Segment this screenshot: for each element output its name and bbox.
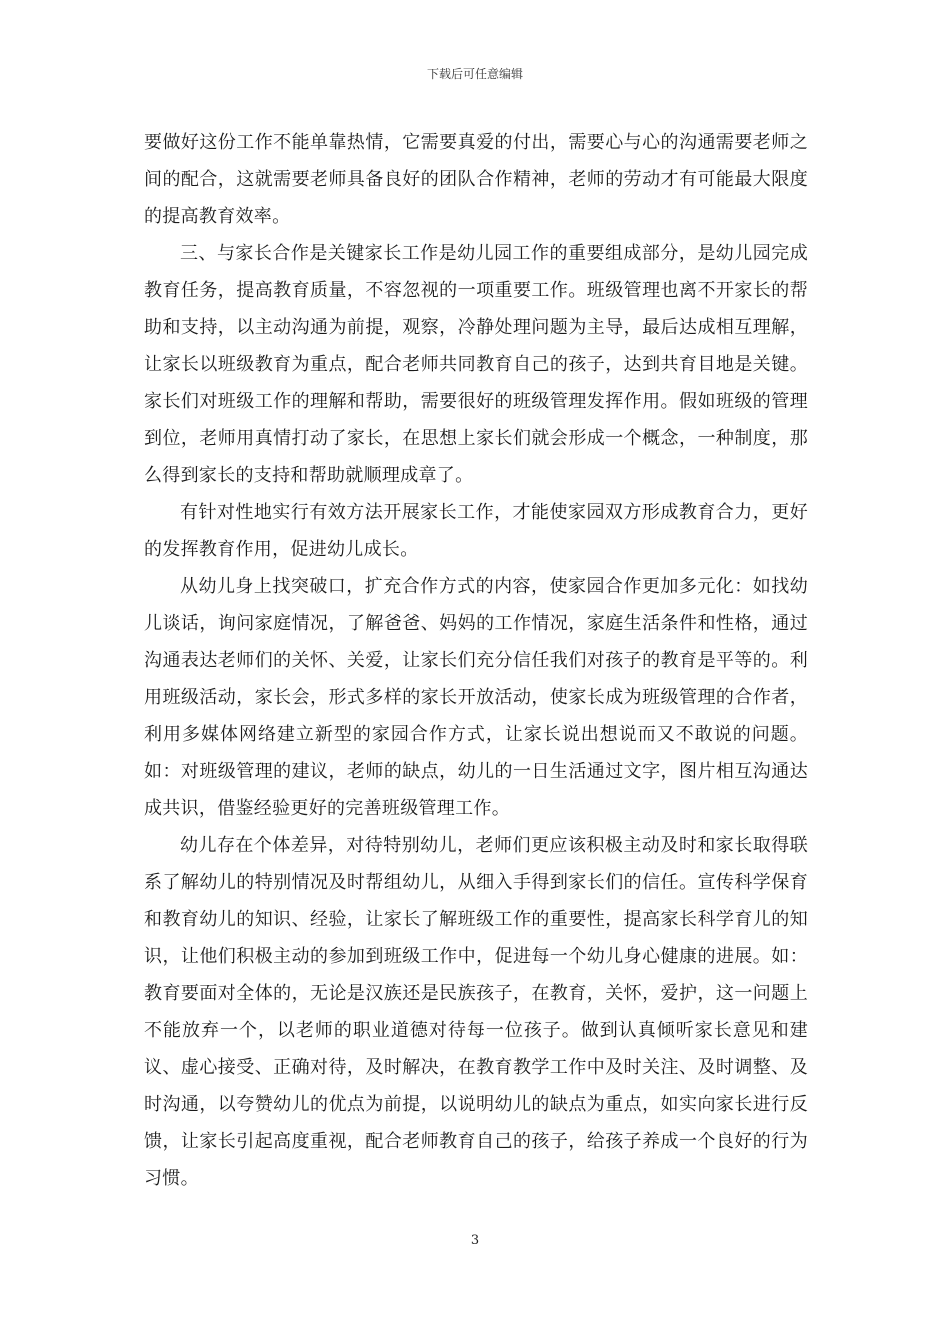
paragraph-individual-differences: 幼儿存在个体差异，对待特别幼儿，老师们更应该积极主动及时和家长取得联系了解幼儿的特别情况及时帮组幼儿，从细入手得到家长们的信任。宣传科学保育和教育幼儿的知识、经验，让家长了解班级工作的重要性，提高家长科学育儿的知识，让他们积极主动的参加到班级工作中，促进每一个幼儿身心健康的进展。如：教育要面对全体的，无论是汉族还是民族孩子，在教育，关怀，爱护，这一问题上不能放弃一个，以老师的职业道德对待每一位孩子。做到认真倾听家长意见和建议、虚心接受、正确对待，及时解决，在教育教学工作中及时关注、及时调整、及时沟通，以夸赞幼儿的优点为前提，以说明幼儿的缺点为重点，如实向家长进行反馈，让家长引起高度重视，配合老师教育自己的孩子，给孩子养成一个良好的行为习惯。: [144, 835, 808, 1189]
document-body: [144, 124, 808, 1197]
page-number: 3: [470, 1233, 480, 1248]
paragraph-parent-cooperation: 三、与家长合作是关键家长工作是幼儿园工作的重要组成部分，是幼儿园完成教育任务，提高教育质量，不容忽视的一项重要工作。班级管理也离不开家长的帮助和支持，以主动沟通为前提，观察，冷静处理问题为主导，最后达成相互理解，让家长以班级教育为重点，配合老师共同教育自己的孩子，达到共育目地是关键。家长们对班级工作的理解和帮助，需要很好的班级管理发挥作用。假如班级的管理到位，老师用真情打动了家长，在思想上家长们就会形成一个概念，一种制度，那么得到家长的支持和帮助就顺理成章了。: [144, 243, 808, 486]
paragraph-continuation: 要做好这份工作不能单靠热情，它需要真爱的付出，需要心与心的沟通需要老师之间的配合，这就需要老师具备良好的团队合作精神，老师的劳动才有可能最大限度的提高教育效率。: [144, 132, 808, 227]
page-header: 下载后可任意编辑: [426, 67, 523, 81]
paragraph-targeted-methods: 有针对性地实行有效方法开展家长工作，才能使家园双方形成教育合力，更好的发挥教育作用，促进幼儿成长。: [144, 502, 808, 560]
paragraph-breakthrough: 从幼儿身上找突破口，扩充合作方式的内容，使家园合作更加多元化：如找幼儿谈话，询问家庭情况，了解爸爸、妈妈的工作情况，家庭生活条件和性格，通过沟通表达老师们的关怀、关爱，让家长们充分信任我们对孩子的教育是平等的。利用班级活动，家长会，形式多样的家长开放活动，使家长成为班级管理的合作者，利用多媒体网络建立新型的家园合作方式，让家长说出想说而又不敢说的问题。如：对班级管理的建议，老师的缺点，幼儿的一日生活通过文字，图片相互沟通达成共识，借鉴经验更好的完善班级管理工作。: [144, 576, 808, 819]
